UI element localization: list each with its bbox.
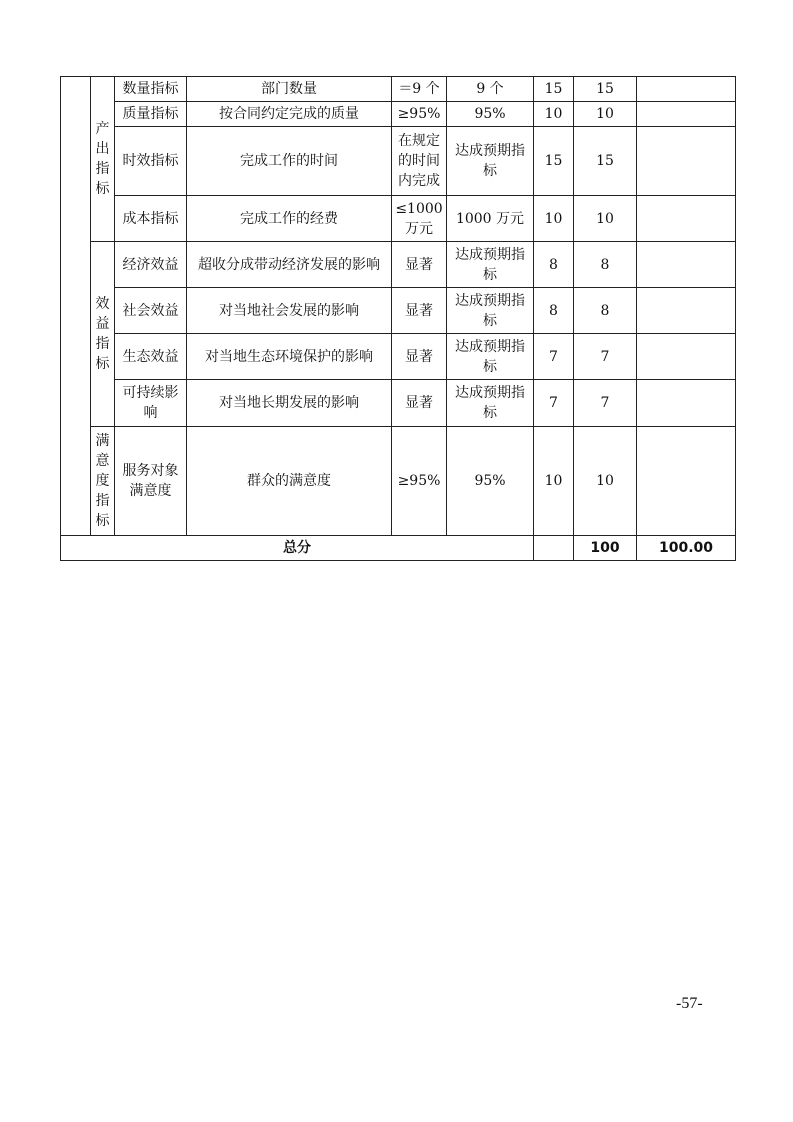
note-value xyxy=(637,77,736,102)
weight-value: 15 xyxy=(534,127,574,196)
target-value: 显著 xyxy=(392,242,447,288)
satisfaction-category-label: 满意度指标 xyxy=(91,427,115,536)
indicator-name: 对当地长期发展的影响 xyxy=(187,380,392,427)
indicator-name: 完成工作的时间 xyxy=(187,127,392,196)
table-row xyxy=(61,427,736,536)
secondary-indicator: 质量指标 xyxy=(115,102,187,127)
table-row xyxy=(61,242,736,288)
actual-value: 95% xyxy=(447,102,534,127)
note-value xyxy=(637,380,736,427)
secondary-indicator: 社会效益 xyxy=(115,288,187,334)
weight-value: 7 xyxy=(534,334,574,380)
table-row xyxy=(61,127,736,196)
secondary-indicator: 生态效益 xyxy=(115,334,187,380)
output-category-label: 产出指标 xyxy=(91,77,115,242)
actual-value: 达成预期指标 xyxy=(447,334,534,380)
target-value: ≤1000 万元 xyxy=(392,196,447,242)
table-row xyxy=(61,334,736,380)
secondary-indicator: 经济效益 xyxy=(115,242,187,288)
actual-value: 达成预期指标 xyxy=(447,380,534,427)
target-value: ≥95% xyxy=(392,427,447,536)
actual-value: 1000 万元 xyxy=(447,196,534,242)
secondary-indicator: 数量指标 xyxy=(115,77,187,102)
total-label: 总分 xyxy=(61,536,534,561)
indicator-name: 部门数量 xyxy=(187,77,392,102)
outer-category-cell xyxy=(61,77,91,536)
total-blank xyxy=(534,536,574,561)
secondary-indicator: 可持续影响 xyxy=(115,380,187,427)
score-value: 15 xyxy=(574,127,637,196)
secondary-indicator: 服务对象满意度 xyxy=(115,427,187,536)
note-value xyxy=(637,427,736,536)
indicator-name: 对当地生态环境保护的影响 xyxy=(187,334,392,380)
note-value xyxy=(637,196,736,242)
indicator-name: 按合同约定完成的质量 xyxy=(187,102,392,127)
target-value: ≥95% xyxy=(392,102,447,127)
total-score: 100.00 xyxy=(637,536,736,561)
score-value: 10 xyxy=(574,196,637,242)
target-value: 显著 xyxy=(392,288,447,334)
indicator-name: 对当地社会发展的影响 xyxy=(187,288,392,334)
performance-table xyxy=(60,76,736,561)
target-value: ＝9 个 xyxy=(392,77,447,102)
total-row xyxy=(61,536,736,561)
target-value: 显著 xyxy=(392,334,447,380)
indicator-name: 完成工作的经费 xyxy=(187,196,392,242)
table-row xyxy=(61,380,736,427)
weight-value: 10 xyxy=(534,196,574,242)
score-value: 8 xyxy=(574,242,637,288)
actual-value: 95% xyxy=(447,427,534,536)
table-row xyxy=(61,77,736,102)
table-row xyxy=(61,102,736,127)
weight-value: 15 xyxy=(534,77,574,102)
score-value: 10 xyxy=(574,102,637,127)
note-value xyxy=(637,102,736,127)
actual-value: 达成预期指标 xyxy=(447,242,534,288)
table-row xyxy=(61,288,736,334)
score-value: 8 xyxy=(574,288,637,334)
benefit-category-label: 效益指标 xyxy=(91,242,115,427)
note-value xyxy=(637,127,736,196)
target-value: 在规定的时间内完成 xyxy=(392,127,447,196)
note-value xyxy=(637,334,736,380)
page-number: -57- xyxy=(676,995,703,1012)
indicator-name: 超收分成带动经济发展的影响 xyxy=(187,242,392,288)
total-weight: 100 xyxy=(574,536,637,561)
actual-value: 达成预期指标 xyxy=(447,127,534,196)
table-row xyxy=(61,196,736,242)
score-value: 7 xyxy=(574,334,637,380)
weight-value: 8 xyxy=(534,242,574,288)
secondary-indicator: 成本指标 xyxy=(115,196,187,242)
actual-value: 9 个 xyxy=(447,77,534,102)
target-value: 显著 xyxy=(392,380,447,427)
score-value: 7 xyxy=(574,380,637,427)
actual-value: 达成预期指标 xyxy=(447,288,534,334)
weight-value: 10 xyxy=(534,102,574,127)
score-value: 10 xyxy=(574,427,637,536)
weight-value: 8 xyxy=(534,288,574,334)
weight-value: 7 xyxy=(534,380,574,427)
note-value xyxy=(637,288,736,334)
score-value: 15 xyxy=(574,77,637,102)
secondary-indicator: 时效指标 xyxy=(115,127,187,196)
indicator-name: 群众的满意度 xyxy=(187,427,392,536)
weight-value: 10 xyxy=(534,427,574,536)
note-value xyxy=(637,242,736,288)
